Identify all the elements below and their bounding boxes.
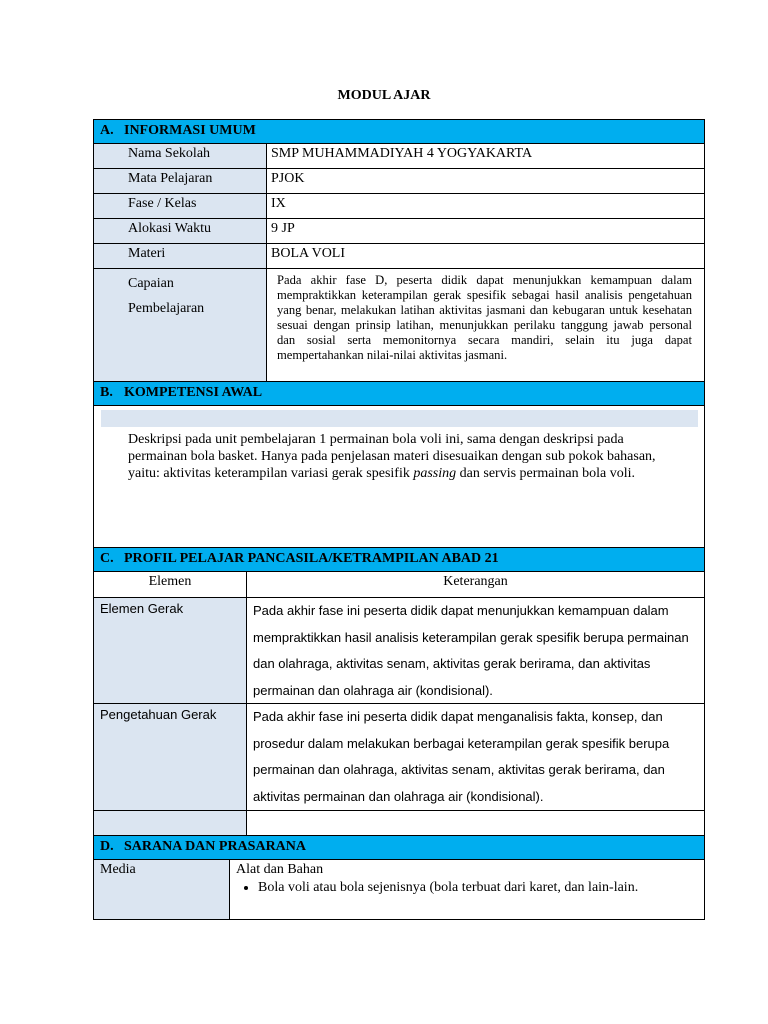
- profil-empty-value: [247, 811, 704, 835]
- section-c-header: [93, 547, 705, 572]
- info-label: Alokasi Waktu: [94, 219, 267, 243]
- alat-bahan-title: Alat dan Bahan: [236, 862, 324, 877]
- info-row-fase-kelas: [93, 194, 705, 219]
- info-value: BOLA VOLI: [267, 244, 704, 268]
- profil-value: Pada akhir fase ini peserta didik dapat menganalisis fakta, konsep, dan prosedur dalam melakukan berbagai keterampilan gerak spesifik berupa permainan dan olahraga, aktivitas senam, aktivitas gerak berirama, dan aktivitas permainan dan olahraga air (kondisional).: [247, 704, 704, 810]
- profil-header-row: [93, 572, 705, 598]
- section-a-header: [93, 119, 705, 144]
- section-b-text: [128, 431, 680, 482]
- profil-row-pengetahuan-gerak: [93, 704, 705, 811]
- section-b-title: KOMPETENSI AWAL: [124, 385, 263, 400]
- alat-bahan-list: [236, 879, 684, 897]
- section-b-number: B.: [100, 385, 113, 400]
- section-d-title: SARANA DAN PRASARANA: [124, 839, 307, 854]
- col-keterangan: Keterangan: [443, 574, 508, 589]
- section-d-number: D.: [100, 839, 114, 854]
- info-value: PJOK: [267, 169, 704, 193]
- col-elemen: Elemen: [94, 572, 247, 597]
- list-item: • Bola voli atau bola sejenisnya (bola terbuat dari karet, dan lain-lain.: [258, 879, 684, 897]
- capaian-label-line2: Pembelajaran: [128, 301, 205, 316]
- section-b-text-part2: dan servis permainan bola voli.: [456, 466, 635, 481]
- profil-empty-label: [94, 811, 247, 835]
- info-row-capaian: [93, 269, 705, 382]
- profil-label: Pengetahuan Gerak: [94, 704, 247, 810]
- section-b-header: [93, 381, 705, 406]
- profil-label: Elemen Gerak: [94, 598, 247, 703]
- info-row-nama-sekolah: [93, 144, 705, 169]
- info-label: Nama Sekolah: [94, 144, 267, 168]
- profil-row-elemen-gerak: [93, 598, 705, 704]
- capaian-text: Pada akhir fase D, peserta didik dapat menunjukkan kemampuan dalam mempraktikkan keterampilan gerak spesifik sebagai hasil analisis pengetahuan yang benar, melakukan latihan aktivitas jasmani dan kebugaran untuk kesehatan sesuai dengan prinsip latihan, menunjukkan perilaku tanggung jawab personal dan sosial serta memonitornya secara mandiri, selain itu juga dapat mempertahankan nilai-nilai aktivitas jasmani.: [277, 273, 692, 362]
- profil-value: Pada akhir fase ini peserta didik dapat menunjukkan kemampuan dalam mempraktikkan hasil analisis keterampilan gerak spesifik berupa permainan dan olahraga, aktivitas senam, aktivitas gerak berirama, dan aktivitas permainan dan olahraga air (kondisional).: [247, 598, 704, 703]
- media-label: Media: [94, 860, 230, 919]
- info-row-materi: [93, 244, 705, 269]
- info-row-alokasi-waktu: [93, 219, 705, 244]
- section-c-number: C.: [100, 551, 114, 566]
- capaian-label: [94, 269, 267, 381]
- info-label: Mata Pelajaran: [94, 169, 267, 193]
- info-row-mata-pelajaran: [93, 169, 705, 194]
- document-title: MODUL AJAR: [337, 88, 431, 103]
- info-value: SMP MUHAMMADIYAH 4 YOGYAKARTA: [267, 144, 704, 168]
- section-b-body: [93, 406, 705, 548]
- section-b-shaded-bar: [101, 410, 698, 427]
- capaian-label-line1: Capaian: [128, 276, 174, 291]
- info-label: Materi: [94, 244, 267, 268]
- section-b-text-italic: passing: [413, 466, 457, 481]
- section-c-title: PROFIL PELAJAR PANCASILA/KETRAMPILAN ABAD 21: [124, 551, 499, 566]
- section-d-header: [93, 835, 705, 860]
- section-b-text-part1: Deskripsi pada unit pembelajaran 1 permainan bola voli ini, sama dengan deskripsi pada permainan bola basket. Hanya pada penjelasan materi disesuaikan dengan sub pokok bahasan, yaitu: aktivitas keterampilan variasi gerak spesifik: [128, 432, 656, 481]
- info-value: 9 JP: [267, 219, 704, 243]
- media-row: [93, 860, 705, 920]
- profil-empty-row: [93, 811, 705, 836]
- section-a-number: A.: [100, 123, 114, 138]
- section-a-title: INFORMASI UMUM: [124, 123, 256, 138]
- info-value: IX: [267, 194, 704, 218]
- info-label: Fase / Kelas: [94, 194, 267, 218]
